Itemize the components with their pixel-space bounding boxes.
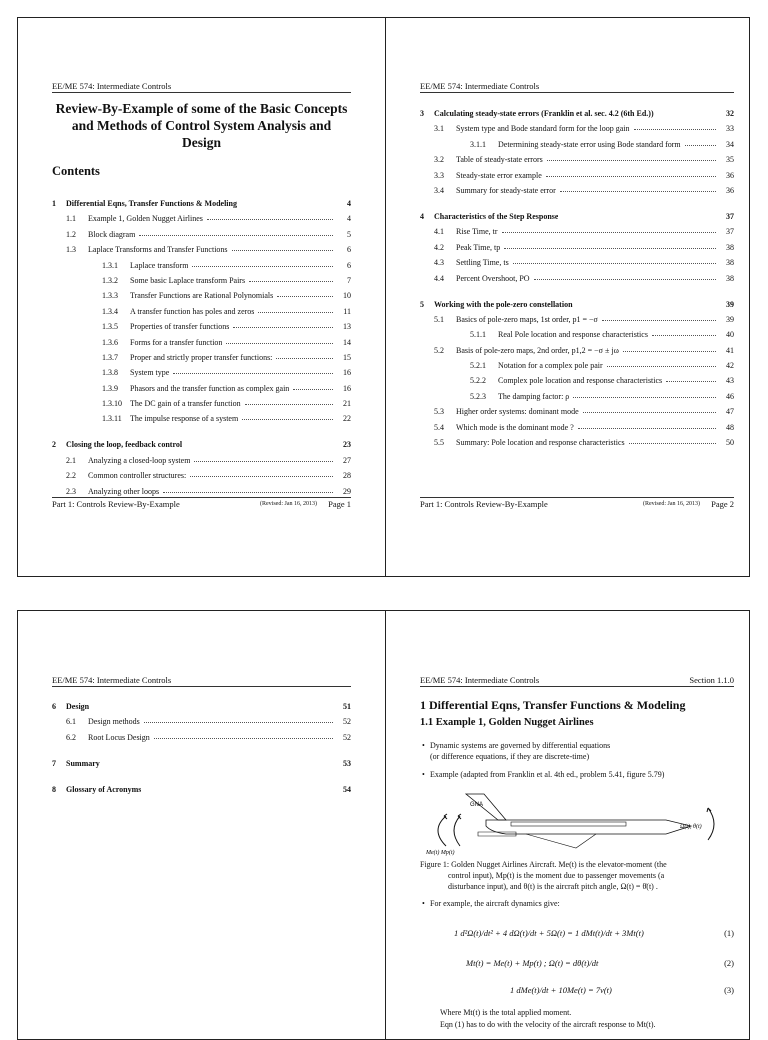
toc-entry[interactable]	[52, 711, 351, 726]
toc-entry[interactable]	[420, 133, 734, 148]
toc-entry[interactable]	[420, 309, 734, 324]
toc-leader	[666, 381, 716, 382]
toc-entry[interactable]	[52, 254, 351, 269]
toc-page: 39	[726, 314, 734, 324]
toc-title: Forms for a transfer function	[130, 337, 223, 347]
toc-leader	[560, 191, 716, 192]
toc-title: Glossary of Acronyms	[66, 784, 142, 794]
toc-section[interactable]	[52, 780, 351, 794]
course-label: EE/ME 574: Intermediate Controls	[420, 81, 540, 91]
revised-date: (Revised: Jan 16, 2013)	[260, 501, 317, 507]
toc-num: 1.3.2	[102, 275, 118, 285]
toc-title: Summary	[66, 758, 100, 768]
moment-label: Me(t) Mp(t)	[426, 850, 455, 856]
toc-section[interactable]	[420, 104, 734, 118]
bullet-text: • Example (adapted from Franklin et al. 4th ed., problem 5.41, figure 5.79)	[430, 770, 665, 779]
toc-page: 39	[726, 299, 734, 309]
sheet-bottom	[17, 610, 750, 1040]
toc-num: 4.1	[434, 227, 444, 237]
toc-title: Proper and strictly proper transfer functions:	[130, 352, 273, 362]
toc-entry[interactable]	[420, 355, 734, 370]
toc-page: 4	[347, 199, 351, 208]
toc-leader	[258, 312, 333, 313]
toc-entry[interactable]	[420, 432, 734, 447]
toc-entry[interactable]	[52, 316, 351, 331]
toc-gap	[52, 742, 351, 754]
toc-page: 21	[343, 399, 351, 409]
toc-title: Basis of pole-zero maps, 2nd order, p1,2 = −σ ± jω	[456, 345, 619, 355]
toc-title: Analyzing other loops	[88, 486, 160, 496]
toc-page: 6	[347, 245, 351, 255]
page-number: Page 2	[711, 499, 734, 509]
toc-title: Higher order systems: dominant mode	[456, 407, 579, 417]
body-text: Eqn (1) has to do with the velocity of the aircraft response to Mt(t).	[440, 1020, 656, 1029]
toc-leader	[242, 419, 333, 420]
toc-entry[interactable]	[420, 401, 734, 416]
pitch-label: Ω(t), θ(t)	[680, 824, 702, 830]
toc-num: 2.1	[66, 455, 76, 465]
bullet-text: • Dynamic systems are governed by differential equations	[430, 741, 611, 750]
toc-title: Settling Time, ts	[456, 258, 509, 268]
toc-entry[interactable]	[420, 252, 734, 267]
toc-leader	[629, 443, 716, 444]
toc-num: 5	[420, 299, 424, 309]
equation-2: Mt(t) = Me(t) + Mp(t) ; Ω(t) = dθ(t)/dt	[466, 958, 599, 968]
toc-page: 6	[347, 260, 351, 270]
toc-gap	[52, 768, 351, 780]
footer-left: Part 1: Controls Review-By-Example	[52, 499, 180, 509]
toc-num: 6.2	[66, 732, 76, 742]
toc-title: Summary for steady-state error	[456, 185, 556, 195]
toc-leader	[249, 281, 333, 282]
toc-title: Determining steady-state error using Bode standard form	[498, 139, 681, 149]
document-title: Review-By-Example of some of the Basic Concepts and Methods of Control System Analysis and Design	[55, 101, 348, 150]
toc-page: 23	[343, 440, 351, 450]
toc-page: 15	[343, 352, 351, 362]
toc-page: 36	[726, 185, 734, 195]
page-footer	[52, 497, 351, 509]
page-4	[385, 611, 750, 1039]
toc-entry[interactable]	[52, 285, 351, 300]
toc-num: 1.3.1	[102, 260, 118, 270]
toc-gap	[420, 283, 734, 295]
toc-title: Common controller structures:	[88, 471, 187, 481]
toc-num: 1.1	[66, 214, 76, 224]
equation-number: (2)	[724, 958, 734, 968]
toc-entry[interactable]	[420, 180, 734, 195]
toc-page: 14	[343, 337, 351, 347]
bullet-text: • For example, the aircraft dynamics give:	[430, 899, 560, 908]
toc-leader	[154, 738, 333, 739]
toc-entry[interactable]	[52, 331, 351, 346]
toc-num: 5.2.1	[470, 361, 486, 371]
toc-title: Real Pole location and response characteristics	[498, 330, 648, 340]
toc-title: Phasors and the transfer function as complex gain	[130, 383, 290, 393]
equation-3: 1 dMe(t)/dt + 10Me(t) = 7v(t)	[510, 985, 612, 995]
toc-title: Analyzing a closed-loop system	[88, 455, 191, 465]
toc-page: 54	[343, 784, 351, 794]
toc-leader	[502, 232, 716, 233]
toc-title: A transfer function has poles and zeros	[130, 306, 255, 316]
toc-page: 35	[726, 155, 734, 165]
toc-entry[interactable]	[420, 339, 734, 354]
toc-section[interactable]	[420, 295, 734, 309]
toc-leader	[226, 343, 333, 344]
toc-num: 3	[420, 109, 424, 118]
equation-number: (3)	[724, 985, 734, 995]
toc-page: 47	[726, 407, 734, 417]
toc-page: 38	[726, 242, 734, 252]
toc-page: 22	[343, 414, 351, 424]
aircraft-figure	[416, 786, 736, 856]
bullet-item	[430, 740, 610, 762]
toc-entry[interactable]	[52, 239, 351, 254]
page-3	[18, 611, 385, 1039]
toc-num: 3.2	[434, 155, 444, 165]
toc-entry[interactable]	[52, 362, 351, 377]
toc-page: 10	[343, 291, 351, 301]
toc-page: 43	[726, 376, 734, 386]
toc-num: 1.3.4	[102, 306, 118, 316]
toc-leader	[513, 263, 716, 264]
toc-leader	[139, 235, 333, 236]
toc-section[interactable]	[52, 754, 351, 768]
toc-num: 2.3	[66, 486, 76, 496]
toc-num: 7	[52, 758, 56, 768]
toc-title: Working with the pole-zero constellation	[434, 299, 573, 309]
toc-entry[interactable]	[420, 416, 734, 431]
page-header	[420, 675, 734, 687]
toc-page: 37	[726, 211, 734, 221]
toc-num: 3.1.1	[470, 139, 486, 149]
toc-entry[interactable]	[420, 370, 734, 385]
toc-title: Laplace Transforms and Transfer Functions	[88, 245, 228, 255]
toc-title: Which mode is the dominant mode ?	[456, 422, 574, 432]
toc-leader	[607, 366, 716, 367]
toc-page: 16	[343, 383, 351, 393]
toc-section[interactable]	[52, 435, 351, 449]
toc-section[interactable]	[420, 207, 734, 221]
page-number: Page 1	[328, 499, 351, 509]
toc-entry[interactable]	[52, 270, 351, 285]
toc-leader	[546, 176, 716, 177]
bullet-text: (or difference equations, if they are discrete-time)	[430, 752, 590, 761]
toc-title: System type and Bode standard form for the loop gain	[456, 124, 630, 134]
toc-leader	[190, 476, 333, 477]
toc-page: 50	[726, 438, 734, 448]
equation-number: (1)	[724, 928, 734, 938]
toc-entry[interactable]	[52, 223, 351, 238]
toc-page: 42	[726, 361, 734, 371]
toc-title: Table of steady-state errors	[456, 155, 543, 165]
toc-section[interactable]	[52, 697, 351, 711]
toc-page: 33	[726, 124, 734, 134]
toc-leader	[634, 129, 716, 130]
toc-num: 5.4	[434, 422, 444, 432]
toc-leader	[277, 296, 333, 297]
toc-page: 52	[343, 717, 351, 727]
toc-num: 5.5	[434, 438, 444, 448]
toc-leader	[623, 351, 716, 352]
toc-title: Laplace transform	[130, 260, 189, 270]
toc-title: Calculating steady-state errors (Franklin et al. sec. 4.2 (6th Ed.))	[434, 109, 654, 118]
figure-caption	[420, 859, 734, 892]
toc-num: 1.3.8	[102, 368, 118, 378]
toc-page: 48	[726, 422, 734, 432]
toc-num: 1.3.5	[102, 322, 118, 332]
toc-num: 1.2	[66, 229, 76, 239]
toc-page: 37	[726, 227, 734, 237]
section-heading: 1 Differential Eqns, Transfer Functions & Modeling	[420, 698, 686, 712]
toc-page: 41	[726, 345, 734, 355]
toc-num: 1.3.11	[102, 414, 122, 424]
toc-entry[interactable]	[52, 377, 351, 392]
toc-leader	[194, 461, 333, 462]
toc-num: 5.2.2	[470, 376, 486, 386]
toc-leader	[293, 389, 333, 390]
toc-entry[interactable]	[420, 149, 734, 164]
bullet-item	[430, 898, 560, 909]
revised-date: (Revised: Jan 16, 2013)	[643, 501, 700, 507]
toc-page: 28	[343, 471, 351, 481]
toc-page: 32	[726, 109, 734, 118]
toc-entry[interactable]	[52, 408, 351, 423]
toc-title: Rise Time, tr	[456, 227, 498, 237]
toc-title: Closing the loop, feedback control	[66, 440, 183, 450]
toc-num: 4	[420, 211, 424, 221]
course-label: EE/ME 574: Intermediate Controls	[52, 81, 172, 91]
toc-page: 5	[347, 229, 351, 239]
toc-num: 1.3	[66, 245, 76, 255]
toc-entry[interactable]	[52, 480, 351, 495]
toc-entry[interactable]	[420, 324, 734, 339]
toc-num: 4.3	[434, 258, 444, 268]
toc-title: Basics of pole-zero maps, 1st order, p1 = −σ	[456, 314, 598, 324]
toc-entry[interactable]	[52, 347, 351, 362]
toc-num: 1.3.6	[102, 337, 118, 347]
bullet-item	[430, 769, 664, 780]
toc-title: Block diagram	[88, 229, 136, 239]
toc-leader	[232, 250, 333, 251]
page-header	[420, 81, 734, 93]
toc-title: Transfer Functions are Rational Polynomials	[130, 291, 274, 301]
toc-title: Percent Overshoot, PO	[456, 273, 530, 283]
toc-title: Differential Eqns, Transfer Functions & Modeling	[66, 199, 237, 208]
course-label: EE/ME 574: Intermediate Controls	[420, 675, 540, 685]
section-label: Section 1.1.0	[689, 675, 734, 685]
toc-title: Properties of transfer functions	[130, 322, 230, 332]
toc-entry[interactable]	[420, 267, 734, 282]
toc-leader	[163, 492, 333, 493]
contents-heading: Contents	[52, 164, 100, 178]
toc-leader	[534, 279, 716, 280]
toc-leader	[233, 327, 333, 328]
body-text: Where Mt(t) is the total applied moment.	[440, 1008, 572, 1017]
table-of-contents	[420, 104, 734, 447]
toc-leader	[583, 412, 716, 413]
toc-title: Peak Time, tp	[456, 242, 501, 252]
toc-page: 52	[343, 732, 351, 742]
toc-num: 1.3.10	[102, 399, 122, 409]
toc-leader	[245, 404, 333, 405]
toc-leader	[276, 358, 333, 359]
toc-leader	[652, 335, 716, 336]
toc-entry[interactable]	[420, 118, 734, 133]
table-of-contents	[52, 697, 351, 794]
toc-title: Root Locus Design	[88, 732, 150, 742]
toc-gap	[52, 423, 351, 435]
table-of-contents	[52, 194, 351, 496]
toc-gap	[420, 195, 734, 207]
toc-page: 40	[726, 330, 734, 340]
caption-line: disturbance input), and θ(t) is the aircraft pitch angle, Ω(t) = θ̇(t) .	[448, 882, 658, 891]
toc-leader	[602, 320, 716, 321]
toc-title: Example 1, Golden Nugget Airlines	[88, 214, 203, 224]
toc-leader	[504, 248, 716, 249]
toc-page: 27	[343, 455, 351, 465]
toc-page: 4	[347, 214, 351, 224]
toc-leader	[207, 219, 333, 220]
toc-page: 34	[726, 139, 734, 149]
toc-num: 3.3	[434, 170, 444, 180]
toc-num: 5.2	[434, 345, 444, 355]
toc-page: 38	[726, 258, 734, 268]
toc-num: 5.1	[434, 314, 444, 324]
toc-title: Design	[66, 702, 90, 711]
subsection-heading: 1.1 Example 1, Golden Nugget Airlines	[420, 717, 594, 728]
toc-page: 13	[343, 322, 351, 332]
toc-section[interactable]	[52, 194, 351, 208]
toc-entry[interactable]	[52, 726, 351, 741]
toc-num: 2	[52, 440, 56, 450]
toc-title: Some basic Laplace transform Pairs	[130, 275, 246, 285]
toc-title: Steady-state error example	[456, 170, 542, 180]
toc-num: 1.3.9	[102, 383, 118, 393]
toc-num: 1.3.3	[102, 291, 118, 301]
toc-page: 36	[726, 170, 734, 180]
toc-entry[interactable]	[420, 385, 734, 400]
toc-page: 51	[343, 702, 351, 711]
toc-num: 3.4	[434, 185, 444, 195]
toc-title: Notation for a complex pole pair	[498, 361, 603, 371]
toc-num: 5.3	[434, 407, 444, 417]
toc-leader	[547, 160, 716, 161]
toc-entry[interactable]	[52, 449, 351, 464]
toc-entry[interactable]	[52, 393, 351, 408]
toc-leader	[573, 397, 716, 398]
toc-leader	[173, 373, 333, 374]
course-label: EE/ME 574: Intermediate Controls	[52, 675, 172, 685]
toc-entry[interactable]	[420, 164, 734, 179]
toc-title: The DC gain of a transfer function	[130, 399, 241, 409]
toc-page: 38	[726, 273, 734, 283]
toc-entry[interactable]	[420, 236, 734, 251]
toc-entry[interactable]	[420, 221, 734, 236]
gna-label: GNA	[470, 802, 484, 808]
toc-title: The impulse response of a system	[130, 414, 239, 424]
toc-entry[interactable]	[52, 208, 351, 223]
toc-page: 53	[343, 758, 351, 768]
caption-line: Figure 1: Golden Nugget Airlines Aircraft. Me(t) is the elevator-moment (the	[420, 860, 667, 869]
toc-num: 6	[52, 702, 56, 711]
toc-leader	[578, 428, 716, 429]
toc-leader	[192, 266, 333, 267]
toc-num: 4.4	[434, 273, 444, 283]
toc-page: 7	[347, 275, 351, 285]
toc-page: 29	[343, 486, 351, 496]
toc-num: 2.2	[66, 471, 76, 481]
toc-num: 5.1.1	[470, 330, 486, 340]
toc-num: 6.1	[66, 717, 76, 727]
toc-num: 4.2	[434, 242, 444, 252]
toc-leader	[685, 145, 716, 146]
footer-left: Part 1: Controls Review-By-Example	[420, 499, 548, 509]
toc-page: 11	[343, 306, 351, 316]
toc-num: 5.2.3	[470, 391, 486, 401]
toc-num: 8	[52, 784, 56, 794]
page-header	[52, 675, 351, 687]
toc-leader	[144, 722, 333, 723]
page-header	[52, 81, 351, 93]
toc-title: System type	[130, 368, 170, 378]
equation-1: 1 d²Ω(t)/dt² + 4 dΩ(t)/dt + 5Ω(t) = 1 dMt(t)/dt + 3Mt(t)	[454, 928, 644, 938]
toc-title: Summary: Pole location and response characteristics	[456, 438, 625, 448]
toc-title: Design methods	[88, 717, 140, 727]
toc-num: 1	[52, 199, 56, 208]
toc-num: 3.1	[434, 124, 444, 134]
toc-title: Characteristics of the Step Response	[434, 211, 559, 221]
toc-page: 46	[726, 391, 734, 401]
toc-entry[interactable]	[52, 300, 351, 315]
toc-page: 16	[343, 368, 351, 378]
sheet-top	[17, 17, 750, 577]
toc-num: 1.3.7	[102, 352, 118, 362]
toc-title: The damping factor: ρ	[498, 391, 570, 401]
toc-title: Complex pole location and response characteristics	[498, 376, 663, 386]
toc-entry[interactable]	[52, 465, 351, 480]
page-2	[385, 18, 750, 576]
caption-line: control input), Mp(t) is the moment due to passenger movements (a	[448, 871, 665, 880]
page-footer	[420, 497, 734, 509]
page-1	[18, 18, 385, 576]
